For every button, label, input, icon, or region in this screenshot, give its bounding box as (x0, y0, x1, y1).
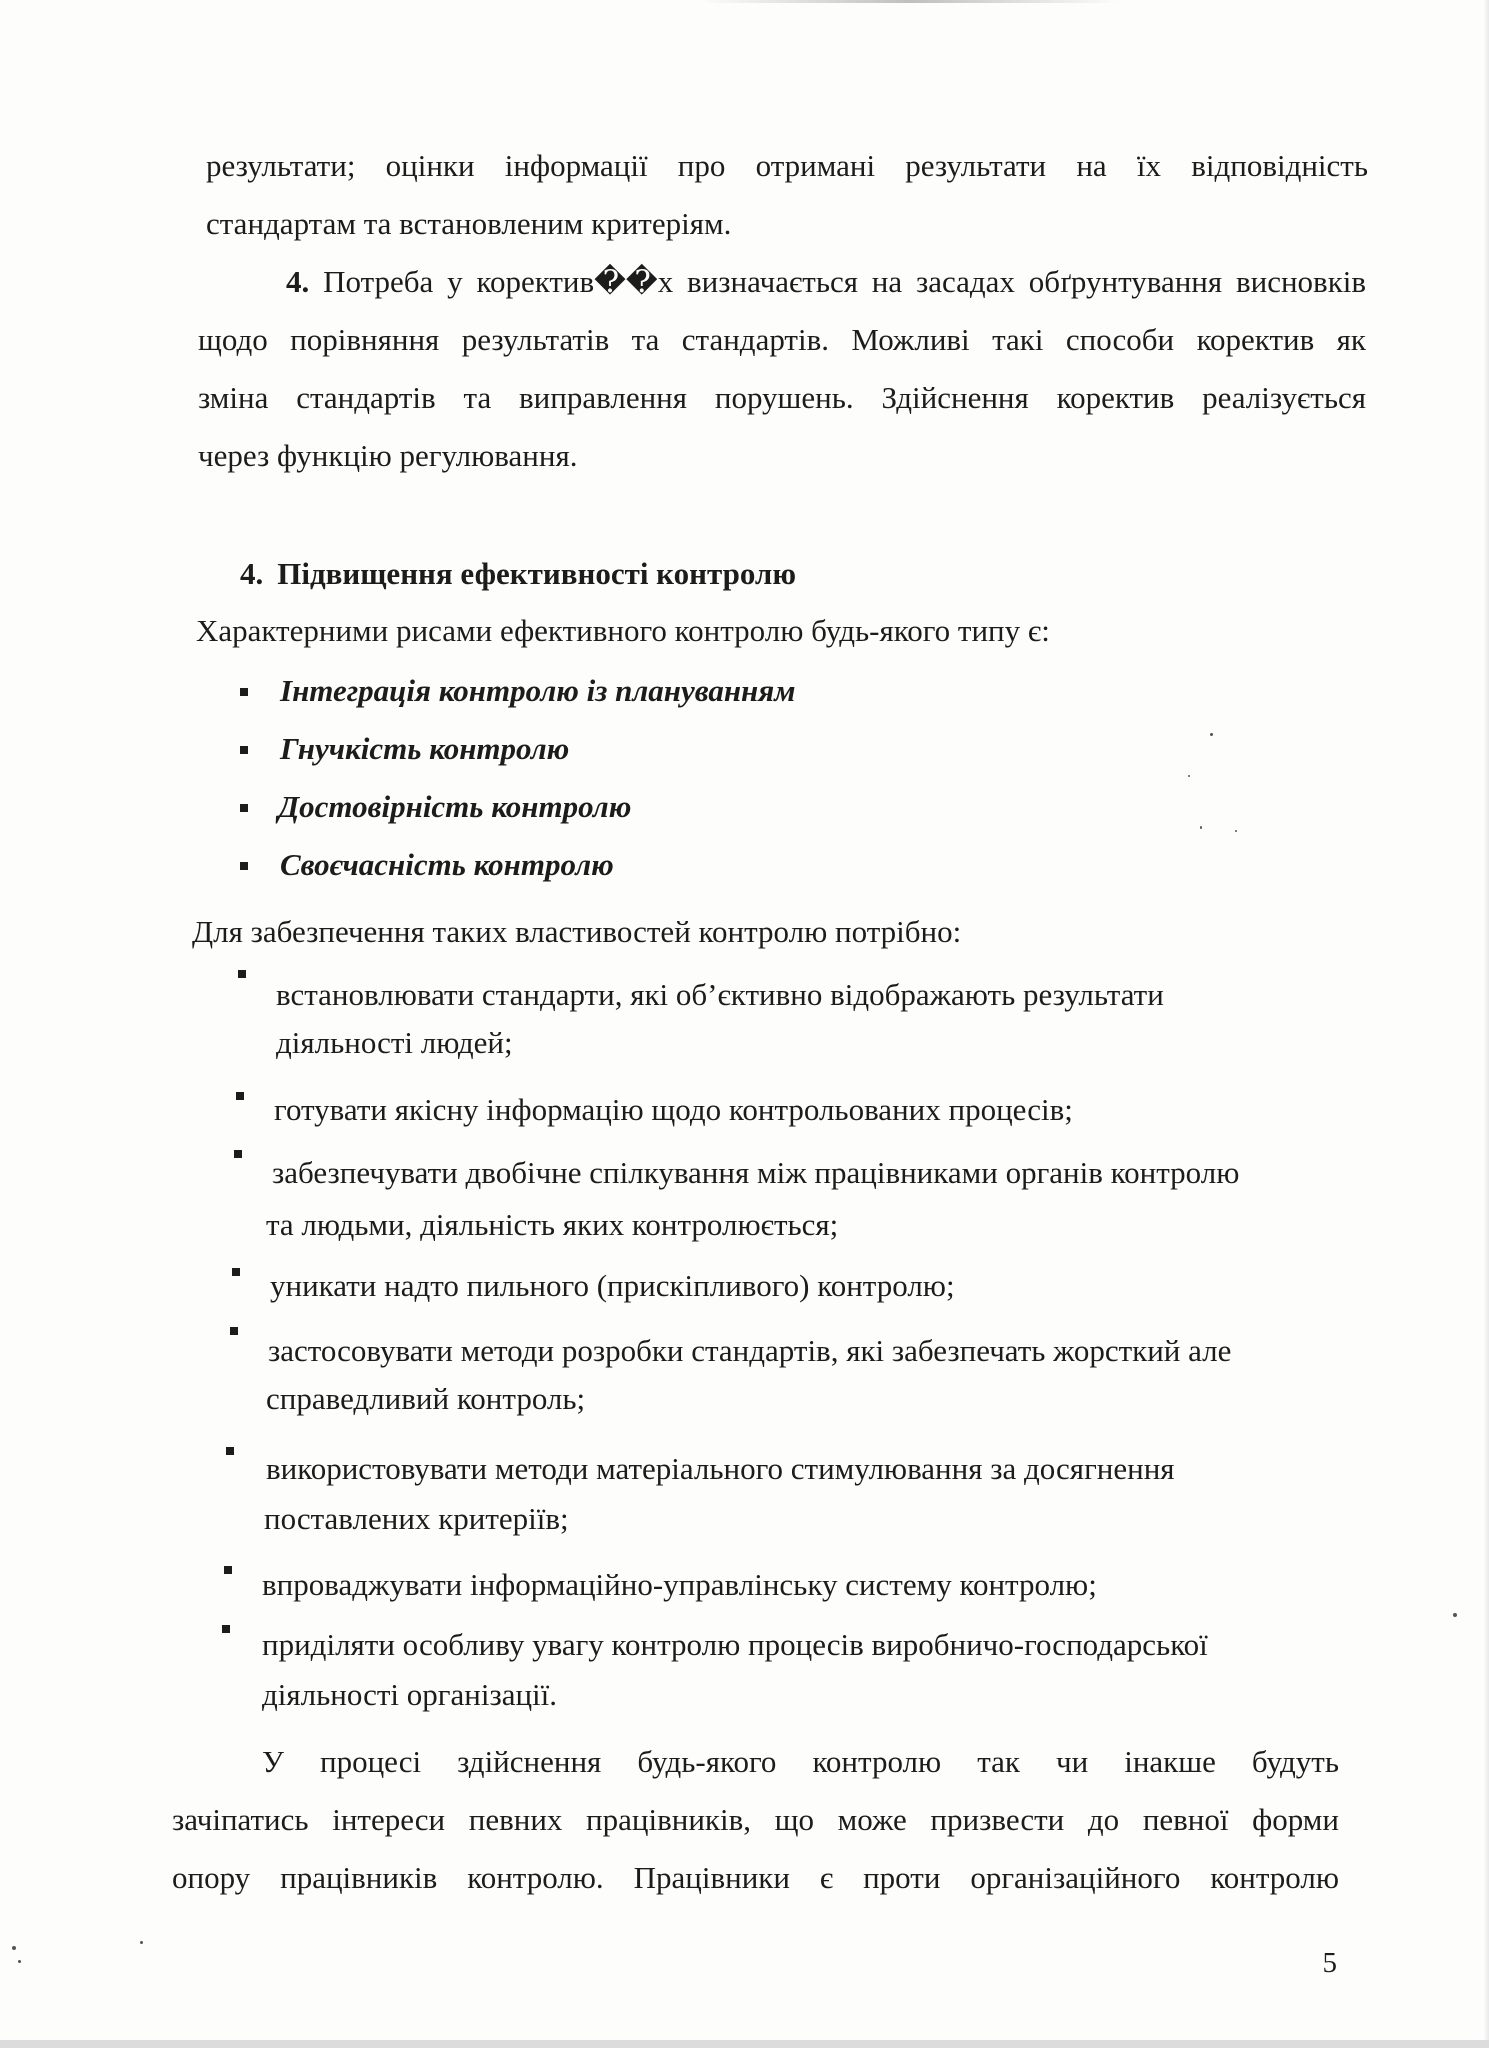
requirement-line: встановлювати стандарти, які об’єктивно відображають результати (276, 977, 1164, 1012)
bullet-icon (238, 970, 246, 978)
features-intro: Характерними рисами ефективного контролю будь-якого типу є: (196, 613, 1050, 648)
requirement-line: використовувати методи матеріального стимулювання за досягнення (266, 1451, 1175, 1486)
feature-item: Інтеграція контролю із плануванням (280, 673, 796, 708)
requirement-line: уникати надто пильного (прискіпливого) контролю; (270, 1268, 955, 1303)
requirement-line: забезпечувати двобічне спілкування між працівниками органів контролю (272, 1155, 1240, 1190)
requirement-line: та людьми, діяльність яких контролюється; (266, 1207, 839, 1242)
requirement-line: діяльності людей; (276, 1025, 513, 1060)
scan-right-edge (1483, 0, 1489, 2048)
text-line: зміна стандартів та виправлення порушень. Здійснення коректив реалізується (198, 380, 1366, 415)
scan-speck (18, 1960, 21, 1963)
scan-bottom-edge (0, 2040, 1489, 2048)
bullet-icon (234, 1150, 242, 1158)
paragraph-results (206, 137, 1368, 253)
bullet-icon (232, 1268, 240, 1276)
text-line: результати; оцінки інформації про отримані результати на їх відповідність (206, 148, 1368, 183)
text-line: опору працівників контролю. Працівники є проти організаційного контролю (172, 1860, 1339, 1895)
feature-item: Гнучкість контролю (280, 731, 570, 766)
requirement-line: впроваджувати інформаційно-управлінську систему контролю; (262, 1567, 1097, 1602)
section-title: Підвищення ефективності контролю (277, 556, 797, 591)
bullet-icon (230, 1327, 238, 1335)
requirements-intro: Для забезпечення таких властивостей контролю потрібно: (192, 914, 962, 949)
text-line: через функцію регулювання. (198, 438, 578, 473)
feature-item: Своєчасність контролю (280, 847, 614, 882)
paragraph-number: 4. (286, 264, 310, 299)
requirement-line: приділяти особливу увагу контролю процесів виробничо-господарської (262, 1627, 1208, 1662)
scan-speck (1200, 826, 1202, 829)
text-line: У процесі здійснення будь-якого контролю так чи інакше будуть (262, 1744, 1339, 1779)
requirement-line: діяльності організації. (262, 1677, 558, 1712)
bullet-icon (240, 862, 248, 870)
scan-speck (1453, 1613, 1457, 1617)
bullet-icon (222, 1625, 230, 1633)
scan-speck (1188, 775, 1190, 777)
paragraph-resistance (172, 1733, 1339, 1907)
text-line: стандартам та встановленим критеріям. (206, 206, 732, 241)
bullet-icon (240, 746, 248, 754)
feature-item: Достовірність контролю (278, 789, 632, 824)
section-heading (240, 545, 796, 603)
scan-speck (140, 1941, 143, 1944)
bullet-icon (226, 1447, 234, 1455)
scan-speck (1235, 830, 1237, 832)
section-number: 4. (240, 556, 264, 591)
text-line: щодо порівняння результатів та стандартів. Можливі такі способи коректив як (198, 322, 1366, 357)
scan-speck (1210, 733, 1213, 736)
bullet-icon (240, 804, 248, 812)
text-line: зачіпатись інтереси певних працівників, що може призвести до певної форми (172, 1802, 1339, 1837)
text-fragment: Потреба у коректив��х визначається на засадах обґрунтування висновків (323, 264, 1367, 299)
bullet-icon (236, 1092, 244, 1100)
requirement-line: готувати якісну інформацію щодо контрольованих процесів; (274, 1092, 1073, 1127)
scan-speck (12, 1946, 16, 1950)
text-line (198, 253, 1366, 311)
paragraph-corrections (198, 253, 1366, 485)
bullet-icon (224, 1566, 232, 1574)
requirement-line: справедливий контроль; (266, 1381, 586, 1416)
bullet-icon (240, 688, 248, 696)
page-number: 5 (1322, 1947, 1337, 1979)
requirement-line: поставлених критеріїв; (264, 1501, 569, 1536)
scan-edge-mark (700, 0, 1120, 3)
requirement-line: застосовувати методи розробки стандартів, які забезпечать жорсткий але (268, 1333, 1232, 1368)
